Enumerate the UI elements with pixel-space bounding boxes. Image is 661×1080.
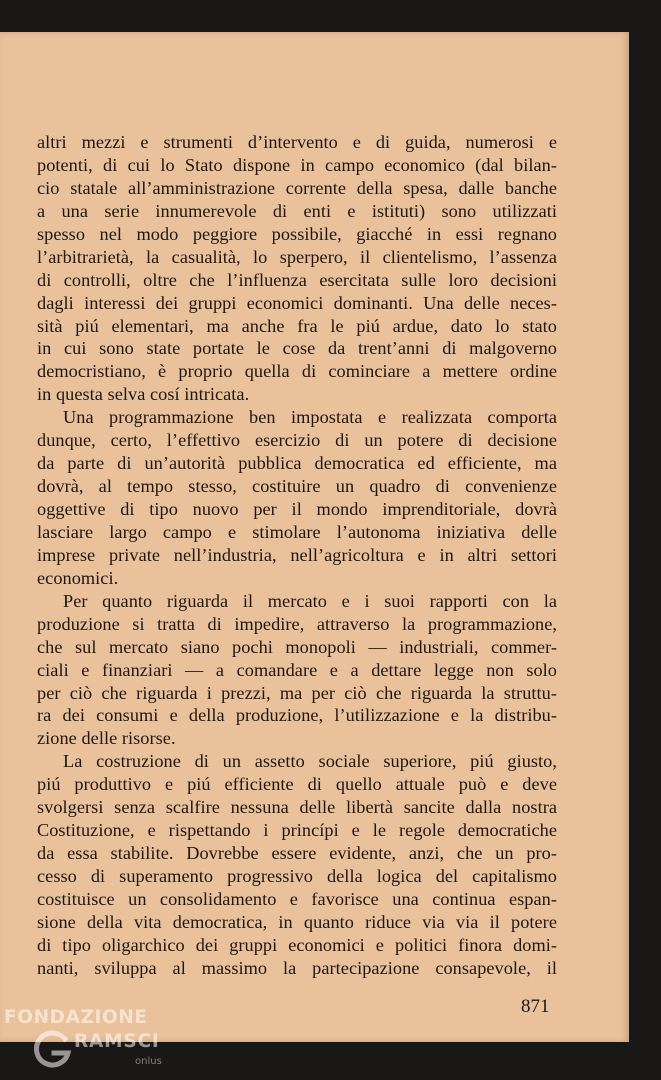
book-page bbox=[0, 32, 629, 1042]
text-line: in questa selva cosí intricata. bbox=[37, 384, 250, 405]
text-line: di controlli, oltre che l’influenza esercitata sulle loro decisioni bbox=[37, 269, 557, 290]
text-line: che sul mercato siano pochi monopoli — industriali, commer- bbox=[37, 636, 557, 657]
text-line: produzione si tratta di impedire, attraverso la programmazione, bbox=[37, 613, 557, 634]
text-line: in cui sono state portate le cose da trent’anni di malgoverno bbox=[37, 338, 557, 359]
text-line: ra dei consumi e della produzione, l’utilizzazione e la distribu- bbox=[37, 705, 557, 726]
body-text bbox=[37, 131, 557, 980]
text-line: altri mezzi e strumenti d’intervento e di guida, numerosi e bbox=[37, 132, 557, 152]
text-line: cio statale all’amministrazione corrente della spesa, dalle banche bbox=[37, 177, 557, 198]
text-line: Una programmazione ben impostata e realizzata comporta bbox=[63, 407, 557, 428]
watermark-line3: onlus bbox=[135, 1056, 162, 1067]
text-line: Per quanto riguarda il mercato e i suoi rapporti con la bbox=[63, 590, 557, 611]
text-line: cesso di superamento progressivo della logica del capitalismo bbox=[37, 866, 557, 886]
text-line: piú produttivo e piú efficiente di quello attuale può e deve bbox=[37, 774, 557, 795]
text-line: costituisce un consolidamento e favorisce una continua espan- bbox=[37, 888, 557, 909]
text-line: La costruzione di un assetto sociale superiore, piú giusto, bbox=[63, 751, 557, 772]
text-line: dunque, certo, l’effettivo esercizio di un potere di decisione bbox=[37, 430, 557, 451]
text-line: di tipo oligarchico dei gruppi economici e politici finora domi- bbox=[37, 934, 557, 955]
text-line: sione della vita democratica, in quanto riduce via via il potere bbox=[37, 911, 557, 932]
text-line: economici. bbox=[37, 567, 119, 588]
text-line: spesso nel modo peggiore possibile, giacché in essi regnano bbox=[37, 223, 557, 244]
text-line: zione delle risorse. bbox=[37, 728, 176, 749]
text-line: nanti, sviluppa al massimo la partecipazione consapevole, il bbox=[37, 957, 557, 978]
text-line: democristiano, è proprio quella di cominciare a mettere ordine bbox=[37, 361, 557, 382]
text-line: ciali e finanziari — a comandare e a dettare legge non solo bbox=[37, 659, 557, 680]
watermark-line1: FONDAZIONE bbox=[4, 1007, 148, 1028]
text-line: dagli interessi dei gruppi economici dominanti. Una delle neces- bbox=[37, 292, 557, 313]
text-line: potenti, di cui lo Stato dispone in campo economico (dal bilan- bbox=[37, 154, 557, 175]
text-line: l’arbitrarietà, la casualità, lo sperpero, il clientelismo, l’assenza bbox=[37, 246, 557, 267]
text-line: svolgersi senza scalfire nessuna delle libertà sancite dalla nostra bbox=[37, 797, 557, 818]
text-line: imprese private nell’industria, nell’agricoltura e in altri settori bbox=[37, 544, 557, 565]
text-line: da parte di un’autorità pubblica democratica ed efficiente, ma bbox=[37, 453, 557, 474]
text-line: lasciare largo campo e stimolare l’autonoma iniziativa delle bbox=[37, 521, 557, 542]
text-line: a una serie innumerevole di enti e istituti) sono utilizzati bbox=[37, 200, 557, 221]
text-line: sità piú elementari, ma anche fra le piú ardue, dato lo stato bbox=[37, 315, 557, 336]
text-line: Costituzione, e rispettando i princípi e le regole democratiche bbox=[37, 820, 557, 841]
page-number: 871 bbox=[521, 996, 550, 1017]
text-line: oggettive di tipo nuovo per il mondo imprenditoriale, dovrà bbox=[37, 499, 557, 519]
text-line: dovrà, al tempo stesso, costituire un quadro di convenienze bbox=[37, 476, 557, 497]
watermark-line2: RAMSCI bbox=[74, 1031, 160, 1052]
text-line: da essa stabilite. Dovrebbe essere evidente, anzi, che un pro- bbox=[37, 843, 557, 864]
text-line: per ciò che riguarda i prezzi, ma per ciò che riguarda la struttu- bbox=[37, 682, 557, 703]
